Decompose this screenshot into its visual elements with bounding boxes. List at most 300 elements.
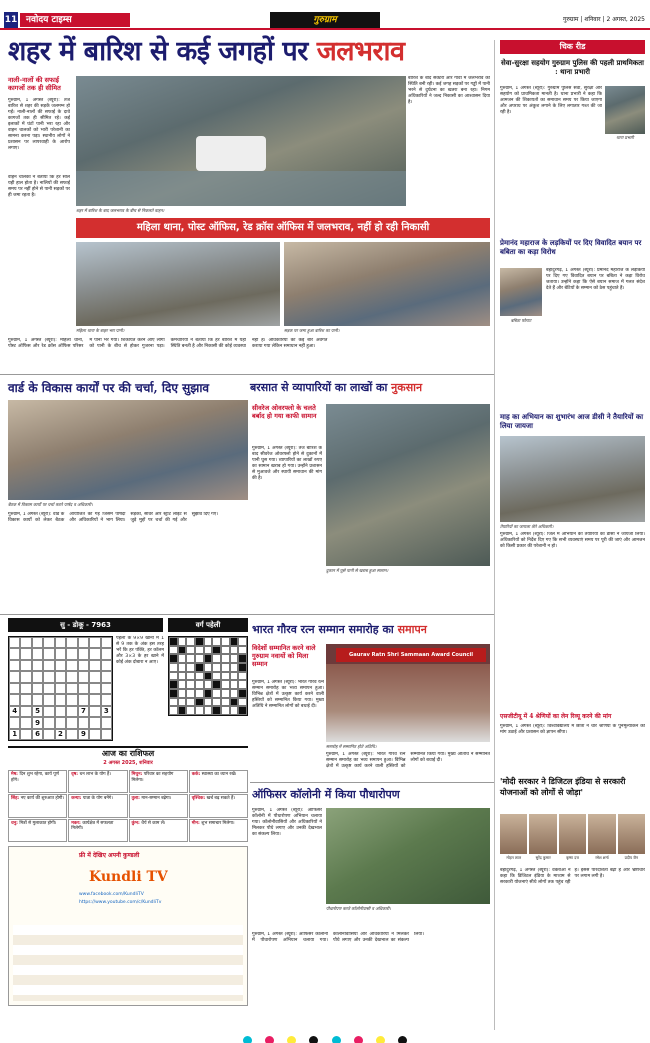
sudoku-cell bbox=[89, 671, 100, 682]
crossword-cell bbox=[212, 698, 221, 707]
crossword-cell bbox=[204, 672, 213, 681]
sudoku-title: सु - डोकू - 7963 bbox=[8, 618, 163, 632]
crossword-grid bbox=[168, 636, 248, 716]
horoscope-sign-text: दिन शुभ रहेगा, कार्य पूर्ण होंगे। bbox=[11, 772, 59, 783]
crossword-cell bbox=[195, 654, 204, 663]
horoscope-sign-text: खर्च बढ़ सकते हैं। bbox=[206, 796, 236, 802]
sudoku-cell bbox=[9, 671, 20, 682]
sudoku-cell bbox=[55, 648, 66, 659]
sudoku-cell bbox=[66, 683, 77, 694]
sudoku-cell bbox=[43, 694, 54, 705]
crossword-cell bbox=[212, 706, 221, 715]
crossword-cell bbox=[238, 646, 247, 655]
horoscope-sign-text: धैर्य से काम लें। bbox=[141, 820, 166, 826]
crossword-cell bbox=[230, 654, 239, 663]
crossword-cell bbox=[178, 689, 187, 698]
sudoku-cell bbox=[78, 637, 89, 648]
horoscope-list bbox=[8, 770, 248, 842]
portrait-photo bbox=[500, 814, 527, 854]
horoscope-sign bbox=[129, 819, 188, 842]
horoscope-sign-text: परिवार का सहयोग मिलेगा। bbox=[131, 772, 174, 783]
crossword-cell bbox=[186, 698, 195, 707]
horoscope-sign-text: धन लाभ के योग हैं। bbox=[79, 772, 111, 777]
crossword-cell bbox=[221, 698, 230, 707]
crossword-cell bbox=[186, 680, 195, 689]
horoscope-sign bbox=[8, 794, 67, 817]
horoscope-sign-name: तुला: bbox=[131, 796, 142, 802]
portrait-photo bbox=[588, 814, 615, 854]
reg-dot-black bbox=[398, 1036, 407, 1043]
crossword-cell bbox=[169, 698, 178, 707]
ward-headline: वार्ड के विकास कार्यों पर की चर्चा, दिए सुझाव bbox=[8, 381, 210, 395]
horoscope-date: 2 अगस्त 2025, शनिवार bbox=[103, 760, 153, 766]
column-divider bbox=[494, 40, 495, 1030]
ad-left-panel bbox=[13, 851, 73, 921]
horoscope-sign bbox=[189, 770, 248, 793]
ward-photo bbox=[8, 400, 248, 500]
reg-dot-black bbox=[309, 1036, 318, 1043]
masthead-city: गुरुग्राम bbox=[562, 16, 579, 23]
portrait bbox=[588, 814, 615, 864]
side-body-4: गुरुग्राम, 1 अगस्त (ब्यूरो): विश्वविद्यालय में छात्रों ने चार श्रेणियों के पुनर्मूल्यांकन की मांग उठाई और प्रशासन को ज्ञापन सौंपा। bbox=[500, 724, 645, 735]
sudoku-cell bbox=[66, 671, 77, 682]
digital-body: बहादुरगढ़, 1 अगस्त (ब्यूरो): वक्ताओं ने कहा कि डिजिटल इंडिया के माध्यम से सरकारी योजनाएं सीधे लोगों तक पहुंच रही हैं। इससे पारदर्शिता बढ़ी है और भ्रष्टाचार पर लगाम लगी है। bbox=[500, 868, 645, 885]
horoscope-sign-name: मकर: bbox=[71, 820, 83, 826]
sudoku-cell bbox=[89, 637, 100, 648]
masthead-dateline: गुरुग्राम | शनिवार | 2 अगस्त, 2025 bbox=[562, 16, 645, 23]
horoscope-sign bbox=[129, 794, 188, 817]
horoscope-sign bbox=[189, 794, 248, 817]
reg-dot-yellow bbox=[287, 1036, 296, 1043]
award-photo-people bbox=[326, 664, 490, 742]
crossword-cell bbox=[221, 654, 230, 663]
portrait bbox=[529, 814, 556, 864]
brand-logo: नवोदय टाइम्स bbox=[20, 13, 130, 27]
award-headline-main: भारत गौरव रत्न सम्मान समारोह का bbox=[252, 623, 398, 636]
side-photo-3-caption: तैयारियों का जायजा लेते अधिकारी। bbox=[500, 524, 554, 529]
sudoku-cell: 4 bbox=[9, 706, 20, 717]
crossword-cell bbox=[204, 706, 213, 715]
sudoku-instructions: पहेली के 9×9 खानों में 1 से 9 तक के अंक इस तरह भरें कि हर पंक्ति, हर कॉलम और 3×3 के हर खाने में कोई अंक दोबारा न आए। bbox=[116, 636, 164, 665]
registration-marks bbox=[0, 1030, 650, 1043]
sudoku-cell: 1 bbox=[9, 729, 20, 740]
ward-caption: बैठक में विकास कार्यों पर चर्चा करते पार्षद व अधिकारी। bbox=[8, 502, 93, 507]
crossword-cell bbox=[204, 698, 213, 707]
plantation-body-2: गुरुग्राम, 1 अगस्त (ब्यूरो): ऑफिसर कॉलोनी में पौधारोपण अभियान चलाया गया। कॉलोनीवासियों और अधिकारियों ने मिलकर पौधे लगाए और उनकी देखभाल का संकल्प लिया। bbox=[252, 932, 424, 943]
crossword-cell bbox=[195, 680, 204, 689]
crossword-cell bbox=[238, 654, 247, 663]
crossword-cell bbox=[212, 654, 221, 663]
band-headline: महिला थाना, पोस्ट ऑफिस, रेड क्रॉस ऑफिस में जलभराव, नहीं हो रही निकासी bbox=[76, 218, 490, 238]
crossword-cell bbox=[169, 654, 178, 663]
portrait-name: प्रदीप जैन bbox=[624, 855, 639, 860]
sudoku-cell bbox=[20, 706, 31, 717]
sudoku-cell bbox=[20, 660, 31, 671]
sudoku-cell bbox=[66, 648, 77, 659]
reg-dot-magenta bbox=[265, 1036, 274, 1043]
kundli-ad bbox=[8, 846, 248, 1006]
crossword-cell bbox=[169, 646, 178, 655]
sudoku-cell bbox=[66, 660, 77, 671]
sudoku-cell bbox=[20, 694, 31, 705]
sudoku-cell bbox=[78, 717, 89, 728]
band-photo-right bbox=[284, 242, 490, 326]
crossword-cell bbox=[230, 680, 239, 689]
crossword-cell bbox=[221, 663, 230, 672]
crossword-cell bbox=[169, 706, 178, 715]
crossword-cell bbox=[238, 672, 247, 681]
lead-headline bbox=[8, 32, 488, 72]
sudoku-cell bbox=[43, 637, 54, 648]
portrait-name: कृष्ण दत्त bbox=[566, 855, 579, 860]
horoscope-sign bbox=[68, 794, 127, 817]
sudoku-cell bbox=[43, 648, 54, 659]
sudoku-cell: 3 bbox=[101, 706, 112, 717]
sudoku-cell bbox=[101, 729, 112, 740]
sudoku-cell bbox=[20, 717, 31, 728]
sudoku-cell bbox=[55, 660, 66, 671]
crossword-cell bbox=[178, 680, 187, 689]
crossword-cell bbox=[186, 663, 195, 672]
ad-headline: फ्री में देखिए अपनी कुण्डली bbox=[79, 852, 140, 859]
ad-url-youtube[interactable]: https://www.youtube.com/c/KundliTv bbox=[79, 900, 162, 905]
crossword-cell bbox=[204, 663, 213, 672]
photo-vehicle-shape bbox=[196, 136, 266, 171]
reg-dot-cyan bbox=[243, 1036, 252, 1043]
crossword-cell bbox=[230, 689, 239, 698]
divider bbox=[250, 782, 494, 783]
crossword-cell bbox=[204, 646, 213, 655]
crossword-cell bbox=[212, 672, 221, 681]
crossword-cell bbox=[221, 672, 230, 681]
sudoku-cell bbox=[43, 717, 54, 728]
band-caption-right: सड़क पर जमा हुआ बारिश का पानी। bbox=[284, 328, 340, 333]
photo-water-shape bbox=[76, 171, 406, 206]
sudoku-cell bbox=[89, 660, 100, 671]
sudoku-cell bbox=[55, 706, 66, 717]
crossword-cell bbox=[169, 672, 178, 681]
crossword-cell bbox=[230, 706, 239, 715]
plantation-caption: पौधारोपण करते कॉलोनीवासी व अधिकारी। bbox=[326, 906, 391, 911]
crossword-cell bbox=[195, 698, 204, 707]
sudoku-cell bbox=[32, 694, 43, 705]
crossword-cell bbox=[238, 663, 247, 672]
sudoku-cell bbox=[55, 683, 66, 694]
crossword-cell bbox=[238, 689, 247, 698]
horoscope-sign-name: वृष: bbox=[71, 772, 80, 777]
sudoku-cell bbox=[66, 694, 77, 705]
horoscope-sign-text: मित्रों से मुलाकात होगी। bbox=[19, 820, 57, 826]
sudoku-cell bbox=[32, 683, 43, 694]
sudoku-cell bbox=[101, 648, 112, 659]
sudoku-cell: 5 bbox=[32, 706, 43, 717]
crossword-cell bbox=[238, 637, 247, 646]
sudoku-cell bbox=[43, 671, 54, 682]
side-body-2: बहादुरगढ़, 1 अगस्त (ब्यूरो): प्रेमानंद महाराज के लड़कियों पर दिए गए विवादित बयान पर बबिता ने कड़ा विरोध जताया। उन्होंने कहा कि ऐसे बयान समाज में गलत संदेश देते हैं और बेटियों के सम्मान को ठेस पहुंचाते हैं। bbox=[546, 268, 645, 291]
side-body-3: गुरुग्राम, 1 अगस्त (ब्यूरो): जिले में अभियान की तैयारियों का डीसी ने जायजा लिया। अधिकारियों को निर्देश दिए गए कि सभी व्यवस्थाएं समय पर पूरी की जाएं और आमजन को किसी प्रकार की परेशानी न हो। bbox=[500, 532, 645, 549]
sudoku-cell: 6 bbox=[32, 729, 43, 740]
horoscope-sign-text: मान-सम्मान बढ़ेगा। bbox=[141, 796, 172, 802]
lead-headline-highlight: जलभराव bbox=[316, 36, 405, 67]
crossword-cell bbox=[212, 646, 221, 655]
sudoku-cell bbox=[9, 694, 20, 705]
sudoku-cell bbox=[32, 671, 43, 682]
plantation-photo bbox=[326, 808, 490, 904]
sudoku-cell bbox=[89, 706, 100, 717]
sudoku-cell bbox=[89, 717, 100, 728]
sudoku-cell: 7 bbox=[78, 706, 89, 717]
horoscope-sign bbox=[129, 770, 188, 793]
award-body: गुरुग्राम, 1 अगस्त (ब्यूरो): भारत गौरव रत्न सम्मान समारोह का भव्य समापन हुआ। विभिन्न क्षेत्रों में उत्कृष्ट कार्य करने वाली हस्तियों को सम्मानित किया गया। मुख्य अतिथि ने सम्मानित लोगों को बधाई दी। bbox=[252, 680, 324, 709]
sudoku-cell bbox=[66, 706, 77, 717]
side-photo-2-caption: बबिता फोगाट bbox=[510, 318, 532, 323]
horoscope-sign-name: वृश्चिक: bbox=[191, 796, 207, 802]
band-caption-left: महिला थाना के बाहर भरा पानी। bbox=[76, 328, 125, 333]
crossword-cell bbox=[186, 646, 195, 655]
section-label: गुरुग्राम bbox=[270, 12, 380, 28]
crossword-cell bbox=[230, 672, 239, 681]
award-banner: Gaurav Ratn Shri Sammaan Award Council bbox=[336, 648, 486, 662]
crossword-cell bbox=[230, 698, 239, 707]
digital-portraits bbox=[500, 814, 645, 864]
sudoku-cell bbox=[20, 729, 31, 740]
sudoku-cell bbox=[89, 683, 100, 694]
horoscope-sign-text: स्वास्थ्य का ध्यान रखें। bbox=[201, 772, 237, 777]
crossword-cell bbox=[169, 663, 178, 672]
crossword-cell bbox=[195, 663, 204, 672]
award-caption: समारोह में सम्मानित होते अतिथि। bbox=[326, 744, 377, 749]
award-headline-highlight: समापन bbox=[397, 623, 427, 636]
sudoku-cell bbox=[78, 671, 89, 682]
horoscope-sign-name: कन्या: bbox=[71, 796, 83, 802]
horoscope-sign-name: धनु: bbox=[11, 820, 20, 826]
lead-photo bbox=[76, 76, 406, 206]
crossword-cell bbox=[178, 706, 187, 715]
horoscope-sign-name: मिथुन: bbox=[131, 772, 144, 777]
sudoku-cell bbox=[55, 637, 66, 648]
side-photo-1-caption: थाना प्रभारी bbox=[616, 135, 634, 140]
traders-headline bbox=[250, 378, 490, 398]
horoscope-sign-text: यात्रा के योग बनेंगे। bbox=[82, 796, 113, 802]
ad-url-facebook[interactable]: www.facebook.com/KundliTV bbox=[79, 892, 144, 897]
ward-body: गुरुग्राम, 1 अगस्त (ब्यूरो): वार्ड के विकास कार्यों को लेकर बैठक आयोजित की गई जिसमें पार्षदों और अधिकारियों ने भाग लिया। सड़कों, सीवर और स्ट्रीट लाइट से जुड़े मुद्दों पर चर्चा की गई और सुझाव दिए गए। bbox=[8, 512, 219, 523]
crossword-cell bbox=[178, 698, 187, 707]
lead-body-col1: गुरुग्राम, 1 अगस्त (ब्यूरो): तेज बारिश से शहर की सड़कें जलमग्न हो गईं। नाली-नालों की सफाई के दावे कागजों तक ही सीमित रहे। कई इलाकों में घंटों पानी भरा रहा और वाहन चालकों को भारी परेशानी का सामना करना पड़ा। स्थानीय लोगों ने प्रशासन पर लापरवाही के आरोप लगाए। bbox=[8, 98, 70, 151]
horoscope-sign-name: कर्क: bbox=[191, 772, 202, 777]
sudoku-cell bbox=[66, 637, 77, 648]
sudoku-cell bbox=[32, 637, 43, 648]
sudoku-cell bbox=[43, 729, 54, 740]
horoscope-sign-name: मेष: bbox=[11, 772, 20, 777]
sudoku-cell bbox=[101, 637, 112, 648]
reg-dot-magenta bbox=[354, 1036, 363, 1043]
sudoku-cell bbox=[55, 717, 66, 728]
horoscope-title: आज का राशिफल bbox=[8, 746, 248, 758]
sudoku-cell bbox=[9, 660, 20, 671]
portrait-photo bbox=[559, 814, 586, 854]
traders-photo bbox=[326, 404, 490, 566]
side-headline-2: प्रेमानंद महाराज के लड़कियों पर दिए विवादित बयान पर बबिता का कड़ा विरोध bbox=[500, 238, 642, 256]
horoscope-sign-name: सिंह: bbox=[11, 796, 21, 802]
sudoku-cell bbox=[20, 683, 31, 694]
plantation-body: गुरुग्राम, 1 अगस्त (ब्यूरो): ऑफिसर कॉलोनी में पौधारोपण अभियान चलाया गया। कॉलोनीवासियों और अधिकारियों ने मिलकर पौधे लगाए और उनकी देखभाल का संकल्प लिया। bbox=[252, 808, 322, 837]
side-photo-1 bbox=[605, 86, 645, 134]
sudoku-cell bbox=[78, 648, 89, 659]
sudoku-cell bbox=[89, 694, 100, 705]
sudoku-cell bbox=[78, 683, 89, 694]
portrait bbox=[559, 814, 586, 864]
crossword-cell bbox=[169, 637, 178, 646]
traders-headline-main: बरसात से व्यापारियों का लाखों का bbox=[250, 381, 392, 394]
sudoku-cell bbox=[20, 671, 31, 682]
side-body-1: गुरुग्राम, 1 अगस्त (ब्यूरो): गुरुग्राम पुलिस सेवा, सुरक्षा और सहयोग को प्राथमिकता मानती है। थाना प्रभारी ने कहा कि आमजन की शिकायतों का समाधान समय पर किया जाएगा और अपराध पर अंकुश लगाने के लिए लगातार गश्त की जा रही है। bbox=[500, 86, 602, 115]
side-headline-1: सेवा-सुरक्षा सहयोग गुरुग्राम पुलिस की पहली प्राथमिकता : थाना प्रभारी bbox=[501, 58, 644, 76]
crossword-cell bbox=[204, 637, 213, 646]
horoscope-sign bbox=[68, 819, 127, 842]
portrait bbox=[500, 814, 527, 864]
digital-headline: 'मोदी सरकार ने डिजिटल इंडिया से सरकारी योजनाओं को लोगों से जोड़ा' bbox=[500, 776, 626, 797]
horoscope-sign-text: कार्यक्षेत्र में सफलता मिलेगी। bbox=[71, 820, 114, 832]
sudoku-grid bbox=[8, 636, 113, 741]
sudoku-cell bbox=[43, 706, 54, 717]
horoscope-sign-name: कुंभ: bbox=[131, 820, 142, 826]
traders-headline-highlight: नुकसान bbox=[391, 381, 423, 394]
horoscope-sign-name: मीन: bbox=[191, 820, 202, 826]
crossword-cell bbox=[178, 672, 187, 681]
crossword-cell bbox=[195, 689, 204, 698]
portrait-name: सुरेंद्र कुमार bbox=[535, 855, 551, 860]
sudoku-cell bbox=[32, 660, 43, 671]
award-body-2: गुरुग्राम, 1 अगस्त (ब्यूरो): भारत गौरव रत्न सम्मान समारोह का भव्य समापन हुआ। विभिन्न क्षेत्रों में उत्कृष्ट कार्य करने वाली हस्तियों को सम्मानित किया गया। मुख्य अतिथि ने सम्मानित लोगों को बधाई दी। bbox=[326, 752, 490, 769]
crossword-cell bbox=[169, 689, 178, 698]
sudoku-cell bbox=[101, 717, 112, 728]
sudoku-cell: 9 bbox=[32, 717, 43, 728]
band-body: गुरुग्राम, 1 अगस्त (ब्यूरो): महिला थाना, पोस्ट ऑफिस और रेड क्रॉस ऑफिस परिसर में पानी भर गया। शिकायत करने आए लोगों को पानी के बीच से होकर गुजरना पड़ा। कर्मचारियों ने बताया कि हर बारिश में यही स्थिति बनती है और निकासी की कोई व्यवस्था नहीं है। अधिकारियों को कई बार अवगत कराया गया लेकिन समाधान नहीं हुआ। bbox=[8, 338, 328, 349]
side-section-label: चिक रीड bbox=[500, 40, 645, 54]
sudoku-cell bbox=[43, 660, 54, 671]
sudoku-cell bbox=[101, 660, 112, 671]
reg-dot-yellow bbox=[376, 1036, 385, 1043]
traders-caption: दुकान में घुसे पानी से खराब हुआ सामान। bbox=[326, 568, 389, 573]
side-headline-4: एसजीटीयू में 4 श्रेणियों का लेन रिव्यू करने की मांग bbox=[500, 713, 612, 720]
crossword-cell bbox=[230, 646, 239, 655]
plantation-headline: ऑफिसर कॉलोनी में किया पौधारोपण bbox=[252, 788, 400, 801]
sudoku-cell bbox=[101, 683, 112, 694]
crossword-cell bbox=[212, 663, 221, 672]
crossword-cell bbox=[186, 689, 195, 698]
sudoku-cell: 9 bbox=[78, 729, 89, 740]
crossword-cell bbox=[238, 706, 247, 715]
band-photo-left bbox=[76, 242, 280, 326]
sudoku-cell bbox=[66, 717, 77, 728]
crossword-cell bbox=[178, 654, 187, 663]
crossword-cell bbox=[221, 646, 230, 655]
crossword-cell bbox=[212, 689, 221, 698]
traders-body: गुरुग्राम, 1 अगस्त (ब्यूरो): तेज बारिश के बाद सीवरेज ओवरफ्लो होने से दुकानों में पानी घुस गया। व्यापारियों का लाखों रुपए का सामान खराब हो गया। उन्होंने प्रशासन से मुआवजे और स्थायी समाधान की मांग की है। bbox=[252, 446, 322, 481]
sudoku-cell bbox=[9, 648, 20, 659]
crossword-cell bbox=[212, 680, 221, 689]
sudoku-cell bbox=[32, 648, 43, 659]
horoscope-sign bbox=[8, 819, 67, 842]
sudoku-cell bbox=[55, 671, 66, 682]
sudoku-cell bbox=[20, 648, 31, 659]
crossword-cell bbox=[221, 637, 230, 646]
lead-body-col3: वाहन चालकों ने बताया कि हर साल यही हाल होता है। नालियों की सफाई समय पर नहीं होने से पानी सड़कों पर ही जमा रहता है। bbox=[8, 175, 70, 198]
crossword-cell bbox=[178, 663, 187, 672]
traders-kicker: सीवरेज ओवरफ्लो के चलते बर्बाद हो गया काफी सामान bbox=[252, 404, 317, 420]
sudoku-cell bbox=[66, 729, 77, 740]
sudoku-cell bbox=[89, 729, 100, 740]
lead-headline-main: शहर में बारिश से कई जगहों पर bbox=[8, 36, 317, 67]
horoscope-sign-text: नए कार्य की शुरुआत होगी। bbox=[20, 796, 65, 802]
crossword-cell bbox=[178, 637, 187, 646]
crossword-cell bbox=[238, 680, 247, 689]
sudoku-cell bbox=[101, 694, 112, 705]
portrait-name: रमेश शर्मा bbox=[595, 855, 609, 860]
lead-photo-caption: शहर में बारिश के बाद जलभराव के बीच से निकलते वाहन। bbox=[76, 208, 165, 213]
divider bbox=[0, 614, 494, 615]
award-headline bbox=[252, 620, 490, 640]
crossword-cell bbox=[221, 706, 230, 715]
portrait-photo bbox=[529, 814, 556, 854]
horoscope-sign-text: शुभ समाचार मिलेगा। bbox=[201, 820, 235, 826]
crossword-cell bbox=[186, 637, 195, 646]
sudoku-cell bbox=[78, 660, 89, 671]
horoscope-sign bbox=[68, 770, 127, 793]
lead-kicker: नाली-नालों की सफाई कागजों तक ही सीमित bbox=[8, 76, 61, 92]
crossword-cell bbox=[195, 646, 204, 655]
crossword-cell bbox=[204, 689, 213, 698]
sudoku-cell bbox=[9, 717, 20, 728]
crossword-cell bbox=[186, 672, 195, 681]
crossword-cell bbox=[195, 637, 204, 646]
ad-logo: Kundli TV bbox=[89, 869, 168, 885]
side-headline-3: माह का अभियान का शुभारंभ आज डीसी ने तैयारियों का लिया जायजा bbox=[500, 412, 644, 430]
reg-dot-cyan bbox=[332, 1036, 341, 1043]
crossword-cell bbox=[204, 654, 213, 663]
sudoku-cell bbox=[9, 683, 20, 694]
sudoku-cell bbox=[89, 648, 100, 659]
sudoku-cell bbox=[78, 694, 89, 705]
award-photo bbox=[326, 644, 490, 742]
award-kicker: विदेशों सम्मानित करने वाले गुरुग्राम नवायों को मिला सम्मान bbox=[252, 644, 316, 668]
crossword-cell bbox=[186, 706, 195, 715]
ad-listing-panel bbox=[13, 925, 243, 1001]
divider bbox=[0, 374, 494, 375]
crossword-cell bbox=[238, 698, 247, 707]
crossword-cell bbox=[169, 680, 178, 689]
crossword-cell bbox=[212, 637, 221, 646]
sudoku-cell bbox=[20, 637, 31, 648]
sudoku-cell bbox=[55, 694, 66, 705]
crossword-cell bbox=[230, 637, 239, 646]
crossword-cell bbox=[195, 706, 204, 715]
horoscope-sign bbox=[189, 819, 248, 842]
crossword-cell bbox=[195, 672, 204, 681]
sudoku-cell bbox=[101, 671, 112, 682]
crossword-cell bbox=[230, 663, 239, 672]
crossword-cell bbox=[221, 680, 230, 689]
crossword-title: वर्ग पहेली bbox=[168, 618, 248, 632]
crossword-cell bbox=[204, 680, 213, 689]
page-number: 11 bbox=[4, 12, 18, 28]
crossword-cell bbox=[186, 654, 195, 663]
crossword-cell bbox=[221, 689, 230, 698]
lead-body-col2: बारिश के बाद सेक्टरों और गांवों में जलभराव की स्थिति बनी रही। कई जगह सड़कों पर गड्ढों में पानी भरने से दुर्घटना का खतरा बना रहा। निगम अधिकारियों ने जल्द निकासी का आश्वासन दिया है। bbox=[408, 76, 490, 105]
portrait bbox=[618, 814, 645, 864]
portrait-name: मोहन लाल bbox=[506, 855, 522, 860]
sudoku-cell bbox=[9, 637, 20, 648]
